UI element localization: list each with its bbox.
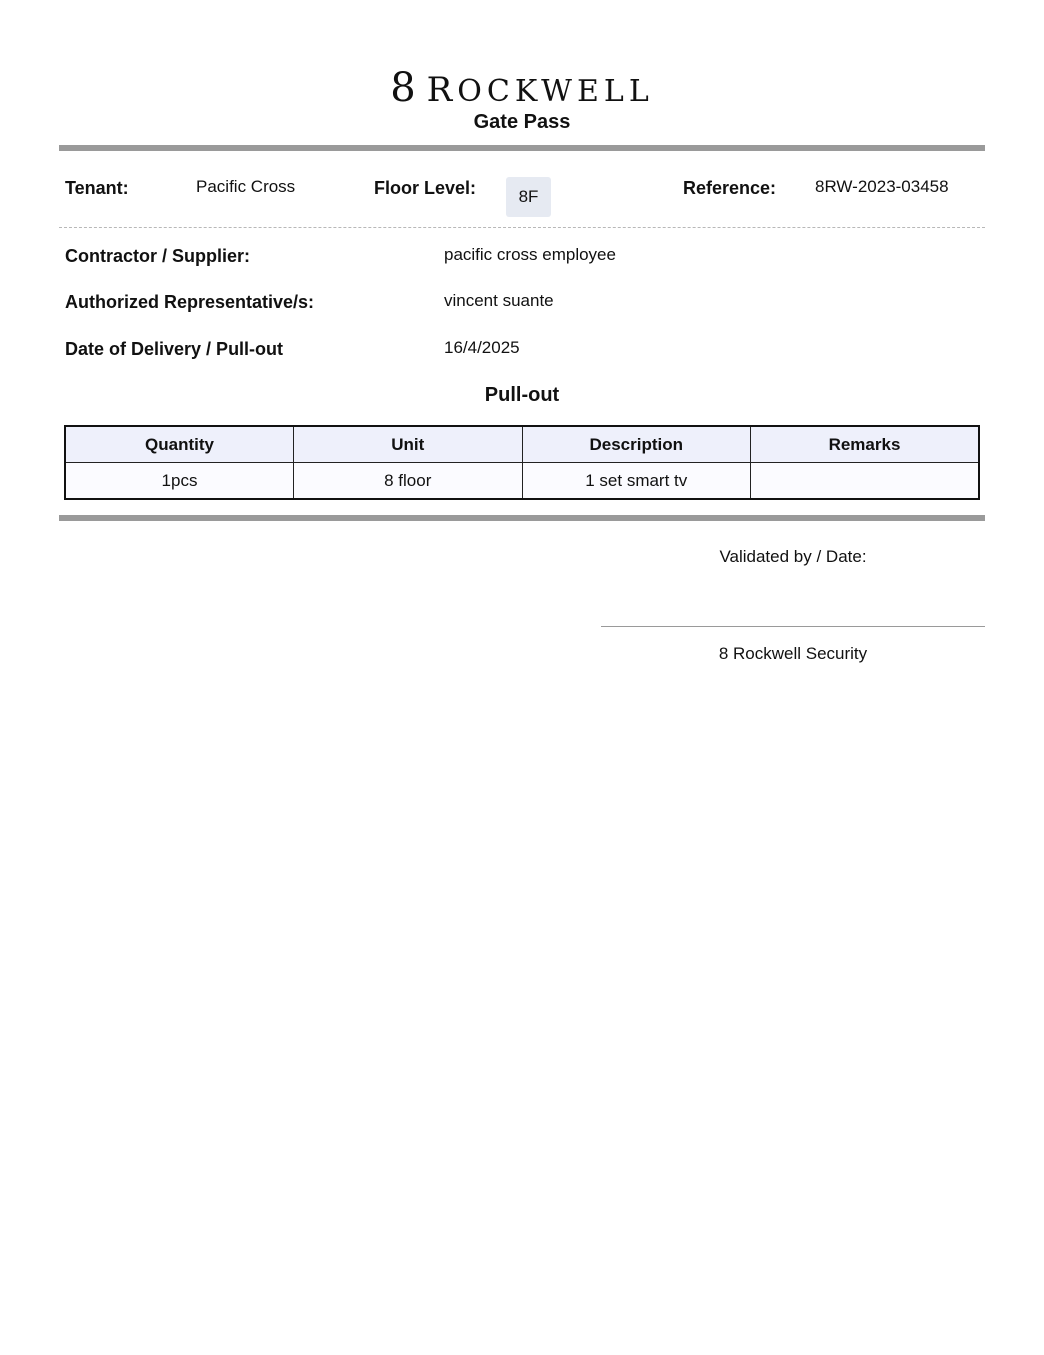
bottom-divider [59, 515, 985, 521]
column-header: Quantity [65, 426, 294, 463]
representative-value: vincent suante [444, 291, 554, 310]
tenant-label: Tenant: [65, 178, 129, 198]
unit-cell: 8 floor [294, 463, 523, 500]
table-header-row [65, 426, 979, 463]
representative-label: Authorized Representative/s: [65, 292, 315, 312]
tenant-value: Pacific Cross [196, 177, 296, 196]
rockwell-logo: 8 ROCKWELL [390, 65, 654, 111]
validated-by-label: Validated by / Date: [719, 547, 867, 566]
description-cell: 1 set smart tv [522, 463, 751, 500]
contractor-value: pacific cross employee [444, 245, 616, 264]
floor-level-badge: 8F [506, 177, 551, 217]
section-title: Pull-out [484, 384, 560, 406]
remarks-cell [751, 463, 980, 500]
delivery-date-label: Date of Delivery / Pull-out [65, 339, 284, 359]
column-header: Remarks [751, 426, 980, 463]
delivery-date-value: 16/4/2025 [444, 338, 520, 357]
security-label: 8 Rockwell Security [718, 644, 868, 663]
column-header: Unit [294, 426, 523, 463]
signature-line [601, 626, 985, 627]
floor-level-label: Floor Level: [374, 178, 477, 198]
reference-label: Reference: [683, 178, 777, 198]
contractor-label: Contractor / Supplier: [65, 246, 251, 266]
quantity-cell: 1pcs [65, 463, 294, 500]
reference-value: 8RW-2023-03458 [815, 177, 949, 196]
column-header: Description [522, 426, 751, 463]
document-title: Gate Pass [473, 111, 571, 133]
dashed-divider [59, 227, 985, 228]
table-row [65, 463, 979, 500]
top-divider [59, 145, 985, 151]
items-table [64, 425, 980, 500]
